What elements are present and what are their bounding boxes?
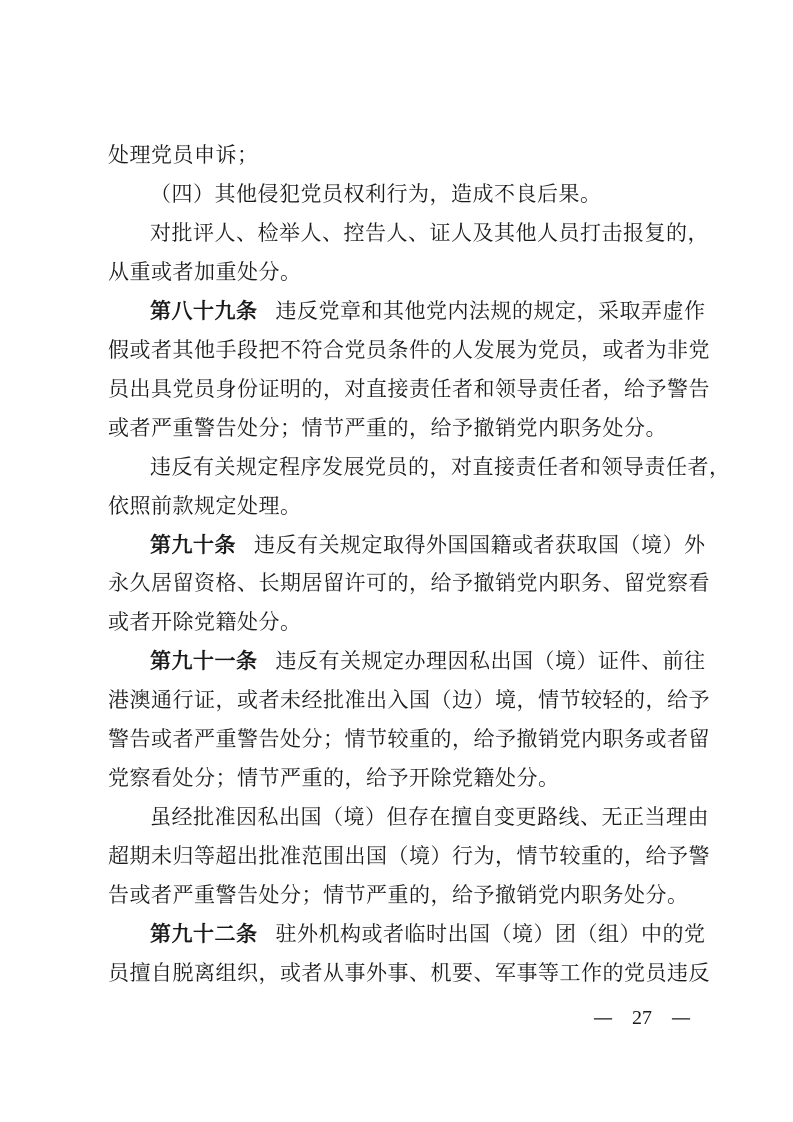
page-number: 27 [632,1007,652,1029]
text-line: 假或者其他手段把不符合党员条件的人发展为党员，或者为非党 [108,338,710,362]
text-line: 告或者严重警告处分；情节严重的，给予撤销党内职务处分。 [108,883,689,907]
page-footer [588,1003,698,1032]
text-line: 永久居留资格、长期居留许可的，给予撤销党内职务、留党察看 [108,571,710,595]
article-89-line [150,296,706,326]
text-line: （四）其他侵犯党员权利行为，造成不良后果。 [150,182,602,206]
article-label: 第九十条 [150,533,236,557]
article-label: 第九十一条 [150,649,258,673]
text-line: 或者严重警告处分；情节严重的，给予撤销党内职务处分。 [108,416,667,440]
text-line: 党察看处分；情节严重的，给予开除党籍处分。 [108,766,560,790]
text-line: 警告或者严重警告处分；情节较重的，给予撤销党内职务或者留 [108,727,710,751]
text-line: 处理党员申诉； [108,143,259,167]
text-line: 从重或者加重处分。 [108,260,302,284]
text-run: 驻外机构或者临时出国（境）团（组）中的党 [275,922,706,946]
article-90-line [150,530,706,560]
footer-dash-left: — [593,1005,613,1029]
article-92-line [150,919,706,949]
text-line: 港澳通行证，或者未经批准出入国（边）境，情节较轻的，给予 [108,688,710,712]
text-line: 员出具党员身份证明的，对直接责任者和领导责任者，给予警告 [108,377,710,401]
article-label: 第八十九条 [150,299,258,323]
footer-dash-right: — [671,1005,691,1029]
text-line: 超期未归等超出批准范围出国（境）行为，情节较重的，给予警 [108,844,710,868]
text-run: 违反有关规定办理因私出国（境）证件、前往 [275,649,706,673]
text-run: 违反有关规定取得外国国籍或者获取国（境）外 [254,533,706,557]
text-line: 依照前款规定处理。 [108,494,302,518]
text-line: 违反有关规定程序发展党员的，对直接责任者和领导责任者， [150,455,731,479]
text-run: 违反党章和其他党内法规的规定，采取弄虚作 [275,299,706,323]
text-line: 对批评人、检举人、控告人、证人及其他人员打击报复的， [150,221,709,245]
text-line: 员擅自脱离组织，或者从事外事、机要、军事等工作的党员违反 [108,961,710,985]
article-label: 第九十二条 [150,922,258,946]
article-91-line [150,646,706,676]
text-line: 或者开除党籍处分。 [108,610,302,634]
text-line: 虽经批准因私出国（境）但存在擅自变更路线、无正当理由 [150,805,709,829]
